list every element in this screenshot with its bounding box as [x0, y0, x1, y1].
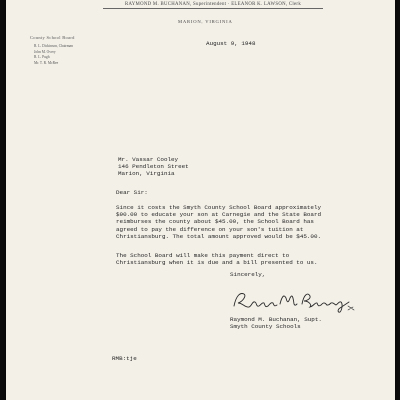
body-paragraph-1 [116, 204, 321, 240]
recipient-line: Marion, Virginia [118, 170, 175, 178]
board-member: John M. Overy [34, 49, 56, 54]
body-line: $90.00 to educate your son at Carnegie and the State Board [116, 211, 322, 219]
letterhead-city: MARION, VIRGINIA [178, 19, 233, 24]
signer-name: Raymond M. Buchanan, Supt. [230, 316, 322, 323]
handwritten-signature [230, 284, 360, 314]
letter-page [6, 0, 395, 400]
letterhead-rule [103, 8, 323, 9]
letter-date: August 9, 1948 [206, 40, 256, 47]
body-paragraph-2 [116, 252, 318, 266]
recipient-line: 146 Pendleton Street [118, 163, 189, 171]
body-line: Since it costs the Smyth County School Board approximately [116, 204, 322, 211]
body-line: Christiansburg when it is due and a bill presented to us. [116, 259, 318, 267]
recipient-address [118, 156, 189, 178]
body-line: Christiansburg. The total amount approved would be $45.00. [116, 232, 322, 240]
closing: Sincerely, [230, 271, 266, 278]
school-board-list [30, 35, 75, 66]
reference-initials: RMB:tje [112, 355, 137, 362]
signer-block [230, 316, 322, 330]
board-member: Mr. T. R. McRee [34, 60, 59, 65]
letterhead [88, 2, 338, 9]
board-member: R. L. Dickinson, Chairman [34, 44, 73, 48]
body-line: The School Board will make this payment direct to [116, 252, 290, 259]
board-title: County School Board [30, 35, 75, 40]
letterhead-officers: RAYMOND M. BUCHANAN, Superintendent · ELEANOR K. LAWSON, Clerk [124, 2, 302, 7]
board-member: R. L. Pugh [34, 55, 50, 60]
salutation: Dear Sir: [116, 189, 148, 196]
signer-office: Smyth County Schools [230, 323, 301, 331]
body-line: reimburses the county about $45.00, the School Board has [116, 218, 314, 226]
recipient-line: Mr. Vassar Cooley [118, 156, 179, 163]
body-line: agreed to pay the difference on your son's tuition at [116, 225, 304, 233]
